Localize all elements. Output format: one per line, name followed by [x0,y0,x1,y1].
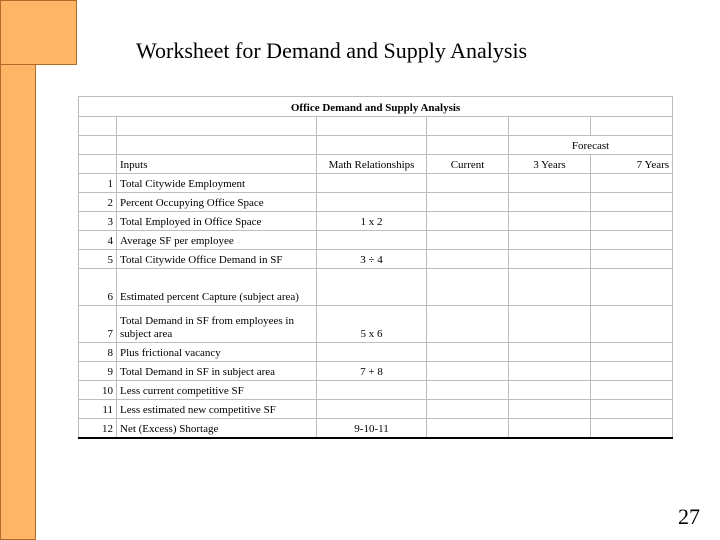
row-3-years [509,306,591,343]
blank-row [79,117,673,136]
table-row [79,250,673,269]
row-current [427,212,509,231]
table-row [79,381,673,400]
row-label: Estimated percent Capture (subject area) [117,269,317,306]
row-3-years [509,362,591,381]
row-label: Plus frictional vacancy [117,343,317,362]
row-current [427,400,509,419]
row-current [427,250,509,269]
row-7-years [591,400,673,419]
row-label: Net (Excess) Shortage [117,419,317,439]
row-math [317,343,427,362]
header-3-years: 3 Years [509,155,591,174]
table-row [79,419,673,439]
row-3-years [509,400,591,419]
table-row [79,306,673,343]
worksheet-table [78,96,673,439]
table-row [79,400,673,419]
row-math: 5 x 6 [317,306,427,343]
row-label: Average SF per employee [117,231,317,250]
row-label: Total Citywide Employment [117,174,317,193]
forecast-label: Forecast [509,136,673,155]
row-7-years [591,419,673,439]
row-number: 8 [79,343,117,362]
row-7-years [591,269,673,306]
row-math: 1 x 2 [317,212,427,231]
row-3-years [509,250,591,269]
row-3-years [509,212,591,231]
forecast-row [79,136,673,155]
row-label: Percent Occupying Office Space [117,193,317,212]
row-3-years [509,231,591,250]
table-row [79,343,673,362]
row-7-years [591,306,673,343]
row-number: 7 [79,306,117,343]
table-row [79,174,673,193]
row-7-years [591,250,673,269]
row-label: Less current competitive SF [117,381,317,400]
table-title: Office Demand and Supply Analysis [79,97,673,117]
slide-title: Worksheet for Demand and Supply Analysis [136,38,528,63]
row-7-years [591,212,673,231]
row-label: Total Employed in Office Space [117,212,317,231]
row-3-years [509,343,591,362]
row-7-years [591,362,673,381]
row-current [427,419,509,439]
row-number: 5 [79,250,117,269]
row-current [427,343,509,362]
decorative-side-bar [0,65,36,540]
row-current [427,306,509,343]
header-math: Math Relationships [317,155,427,174]
row-label: Total Demand in SF in subject area [117,362,317,381]
row-current [427,174,509,193]
row-7-years [591,381,673,400]
table-row [79,212,673,231]
row-3-years [509,269,591,306]
decorative-square [0,0,77,65]
header-row [79,155,673,174]
header-7-years: 7 Years [591,155,673,174]
row-math: 9-10-11 [317,419,427,439]
row-math [317,174,427,193]
table-row [79,193,673,212]
row-current [427,381,509,400]
row-number: 4 [79,231,117,250]
row-number: 2 [79,193,117,212]
row-7-years [591,193,673,212]
header-inputs: Inputs [117,155,317,174]
row-3-years [509,193,591,212]
row-number: 9 [79,362,117,381]
table-row [79,269,673,306]
row-current [427,193,509,212]
row-number: 11 [79,400,117,419]
table-row [79,231,673,250]
page-number: 27 [678,504,700,529]
row-number: 6 [79,269,117,306]
row-math [317,400,427,419]
row-math: 7 + 8 [317,362,427,381]
row-label: Total Demand in SF from employees in subject area [117,306,317,343]
row-7-years [591,174,673,193]
table-row [79,362,673,381]
row-math [317,269,427,306]
row-label: Less estimated new competitive SF [117,400,317,419]
row-math: 3 ÷ 4 [317,250,427,269]
row-7-years [591,231,673,250]
row-7-years [591,343,673,362]
row-current [427,362,509,381]
row-3-years [509,381,591,400]
row-current [427,231,509,250]
row-number: 12 [79,419,117,439]
row-3-years [509,419,591,439]
row-3-years [509,174,591,193]
row-current [427,269,509,306]
row-number: 1 [79,174,117,193]
row-math [317,231,427,250]
row-number: 10 [79,381,117,400]
row-label: Total Citywide Office Demand in SF [117,250,317,269]
row-number: 3 [79,212,117,231]
row-math [317,381,427,400]
row-math [317,193,427,212]
header-current: Current [427,155,509,174]
